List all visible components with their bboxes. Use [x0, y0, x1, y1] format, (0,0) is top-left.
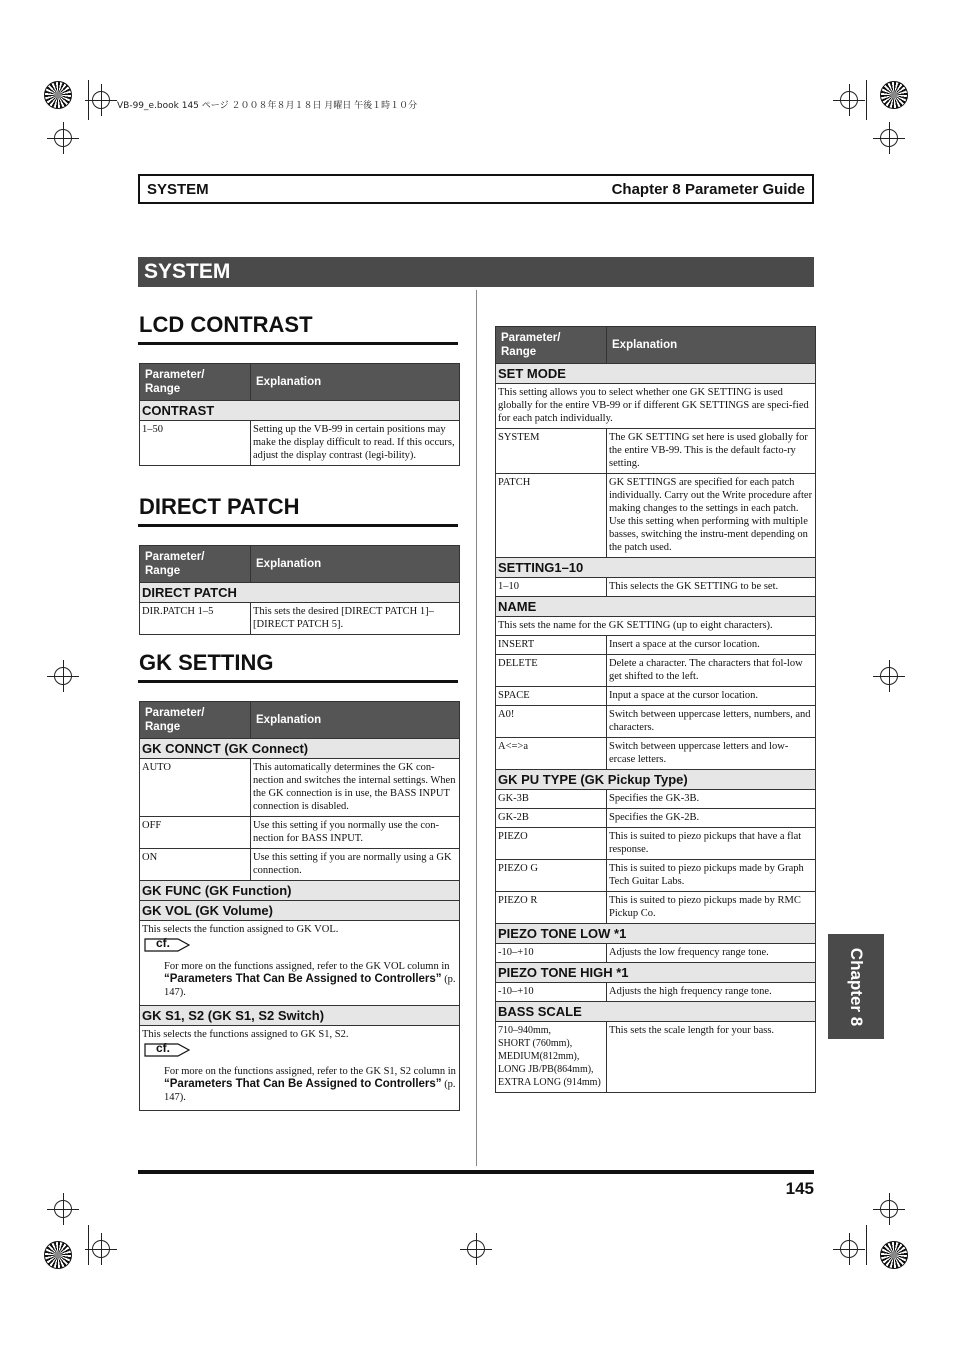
explanation-cell: The GK SETTING set here is used globally for the entire VB-99. This is the default facto-ry setting.	[607, 429, 816, 474]
registration-target-icon	[880, 1241, 908, 1269]
group-row: DIRECT PATCH	[140, 583, 460, 603]
cf-reference-icon	[144, 1043, 188, 1057]
group-row: GK PU TYPE (GK Pickup Type)	[496, 770, 816, 790]
cross-reference-link[interactable]: “Parameters That Can Be Assigned to Controllers”	[164, 1078, 442, 1090]
group-row: GK FUNC (GK Function)	[140, 881, 460, 901]
range-cell: SYSTEM	[496, 429, 607, 474]
crop-mark-icon	[840, 1240, 858, 1258]
group-row: SETTING1–10	[496, 558, 816, 578]
explanation-cell: GK SETTINGS are specified for each patch individually. Carry out the Write procedure after making changes to the settings in each patch. Use this setting when performing with multiple basses, switching the instru-ment depending on the patch used.	[607, 474, 816, 558]
explanation-cell: This is suited to piezo pickups made by RMC Pickup Co.	[607, 892, 816, 924]
gk-setting-heading: GK SETTING	[139, 650, 274, 675]
group-row: GK CONNCT (GK Connect)	[140, 739, 460, 759]
crop-mark-icon	[467, 1240, 485, 1258]
cf-reference-icon	[144, 938, 188, 952]
crop-mark-icon	[92, 91, 110, 109]
group-row: SET MODE	[496, 364, 816, 384]
cf-label: cf.	[156, 936, 171, 950]
group-row: PIEZO TONE HIGH *1	[496, 963, 816, 983]
group-row: GK VOL (GK Volume)	[140, 901, 460, 921]
group-row: NAME	[496, 597, 816, 617]
range-cell: OFF	[140, 817, 251, 849]
group-row: BASS SCALE	[496, 1002, 816, 1022]
range-cell: PIEZO	[496, 828, 607, 860]
cf-note: For more on the functions assigned, refer to the GK S1, S2 column in “Parameters That Can Be Assigned to Controllers” (p. 147).	[164, 1066, 456, 1103]
registration-target-icon	[44, 81, 72, 109]
gk-setting-detail-table	[495, 326, 816, 1093]
gk-vol-description-cell	[140, 921, 460, 1006]
crop-mark-icon	[880, 129, 898, 147]
range-cell: PIEZO R	[496, 892, 607, 924]
header-chapter: Chapter 8 Parameter Guide	[611, 181, 805, 198]
direct-patch-table	[139, 545, 460, 635]
heading-rule	[138, 342, 458, 345]
range-cell: PIEZO G	[496, 860, 607, 892]
range-cell: 1–50	[140, 421, 251, 466]
explanation-cell: This selects the GK SETTING to be set.	[607, 578, 816, 597]
heading-rule	[138, 524, 458, 527]
col-header-param: Parameter/ Range	[140, 702, 251, 739]
explanation-cell: This is suited to piezo pickups made by Graph Tech Guitar Labs.	[607, 860, 816, 892]
explanation-cell: This is suited to piezo pickups that have a flat response.	[607, 828, 816, 860]
group-row: CONTRAST	[140, 401, 460, 421]
explanation-cell: Switch between uppercase letters and low-ercase letters.	[607, 738, 816, 770]
range-cell: -10–+10	[496, 944, 607, 963]
range-cell: PATCH	[496, 474, 607, 558]
explanation-cell: Specifies the GK-2B.	[607, 809, 816, 828]
header-section: SYSTEM	[147, 181, 209, 198]
page-number: 145	[785, 1179, 814, 1198]
range-cell: GK-3B	[496, 790, 607, 809]
range-cell: A<=>a	[496, 738, 607, 770]
cross-reference-link[interactable]: “Parameters That Can Be Assigned to Controllers”	[164, 973, 442, 985]
col-header-explanation: Explanation	[251, 546, 460, 583]
lcd-contrast-table	[139, 363, 460, 466]
range-cell: -10–+10	[496, 983, 607, 1002]
crop-mark-icon	[92, 1240, 110, 1258]
explanation-cell: Use this setting if you normally use the con-nection for BASS INPUT.	[251, 817, 460, 849]
col-header-param: Parameter/ Range	[496, 327, 607, 364]
col-header-param: Parameter/ Range	[140, 546, 251, 583]
explanation-cell: Switch between uppercase letters, numbers, and characters.	[607, 706, 816, 738]
explanation-cell: Adjusts the low frequency range tone.	[607, 944, 816, 963]
col-header-param: Parameter/ Range	[140, 364, 251, 401]
range-cell: AUTO	[140, 759, 251, 817]
crop-mark-icon	[54, 1200, 72, 1218]
explanation-cell: Insert a space at the cursor location.	[607, 636, 816, 655]
explanation-cell: Specifies the GK-3B.	[607, 790, 816, 809]
range-cell: INSERT	[496, 636, 607, 655]
crop-mark-icon	[880, 1200, 898, 1218]
col-header-explanation: Explanation	[607, 327, 816, 364]
range-cell: DELETE	[496, 655, 607, 687]
crop-line	[88, 1225, 89, 1265]
range-cell: 710–940mm, SHORT (760mm), MEDIUM(812mm), LONG JB/PB(864mm), EXTRA LONG (914mm)	[496, 1022, 607, 1093]
explanation-cell: Adjusts the high frequency range tone.	[607, 983, 816, 1002]
crop-mark-icon	[840, 91, 858, 109]
crop-mark-icon	[880, 667, 898, 685]
explanation-cell: This sets the desired [DIRECT PATCH 1]–[DIRECT PATCH 5].	[251, 603, 460, 635]
explanation-cell: Delete a character. The characters that fol-low get shifted to the left.	[607, 655, 816, 687]
cf-note: For more on the functions assigned, refer to the GK VOL column in “Parameters That Can Be Assigned to Controllers” (p. 147).	[164, 961, 456, 998]
section-title: SYSTEM	[144, 260, 231, 283]
description-cell: This setting allows you to select whether one GK SETTING is used globally for the entire VB-99 or if different GK SETTINGS are speci-fied for each patch individually.	[496, 384, 816, 429]
cf-label: cf.	[156, 1041, 171, 1055]
description-text: This selects the function assigned to GK VOL.	[142, 924, 339, 935]
range-cell: ON	[140, 849, 251, 881]
explanation-cell: Setting up the VB-99 in certain positions may make the display difficult to read. If this occurs, adjust the display contrast (legi-bility).	[251, 421, 460, 466]
chapter-tab[interactable]	[828, 934, 884, 1039]
crop-mark-icon	[54, 667, 72, 685]
col-header-explanation: Explanation	[251, 702, 460, 739]
group-row: PIEZO TONE LOW *1	[496, 924, 816, 944]
footer-rule	[138, 1170, 814, 1174]
crop-line	[866, 80, 867, 120]
range-cell: A0!	[496, 706, 607, 738]
gk-s1s2-description-cell	[140, 1026, 460, 1111]
col-header-explanation: Explanation	[251, 364, 460, 401]
group-row: GK S1, S2 (GK S1, S2 Switch)	[140, 1006, 460, 1026]
gk-setting-table	[139, 701, 460, 1111]
file-info-line: VB-99_e.book 145 ページ ２００８年８月１８日 月曜日 午後１時１０分	[117, 101, 418, 111]
description-text: This selects the functions assigned to GK S1, S2.	[142, 1029, 349, 1040]
crop-line	[88, 80, 89, 120]
description-cell: This sets the name for the GK SETTING (up to eight characters).	[496, 617, 816, 636]
range-cell: DIR.PATCH 1–5	[140, 603, 251, 635]
section-title-band	[138, 257, 814, 287]
registration-target-icon	[880, 81, 908, 109]
crop-line	[866, 1225, 867, 1265]
chapter-tab-label: Chapter 8	[847, 947, 866, 1026]
range-cell: 1–10	[496, 578, 607, 597]
crop-mark-icon	[54, 129, 72, 147]
running-header	[138, 174, 814, 204]
range-cell: GK-2B	[496, 809, 607, 828]
explanation-cell: Use this setting if you are normally using a GK connection.	[251, 849, 460, 881]
range-cell: SPACE	[496, 687, 607, 706]
heading-rule	[138, 680, 458, 683]
column-divider	[476, 290, 477, 1166]
explanation-cell: Input a space at the cursor location.	[607, 687, 816, 706]
lcd-contrast-heading: LCD CONTRAST	[139, 312, 313, 337]
explanation-cell: This automatically determines the GK con-nection and switches the internal settings. When the GK connection is in use, the BASS INPUT connection is disabled.	[251, 759, 460, 817]
direct-patch-heading: DIRECT PATCH	[139, 494, 300, 519]
registration-target-icon	[44, 1241, 72, 1269]
explanation-cell: This sets the scale length for your bass.	[607, 1022, 816, 1093]
